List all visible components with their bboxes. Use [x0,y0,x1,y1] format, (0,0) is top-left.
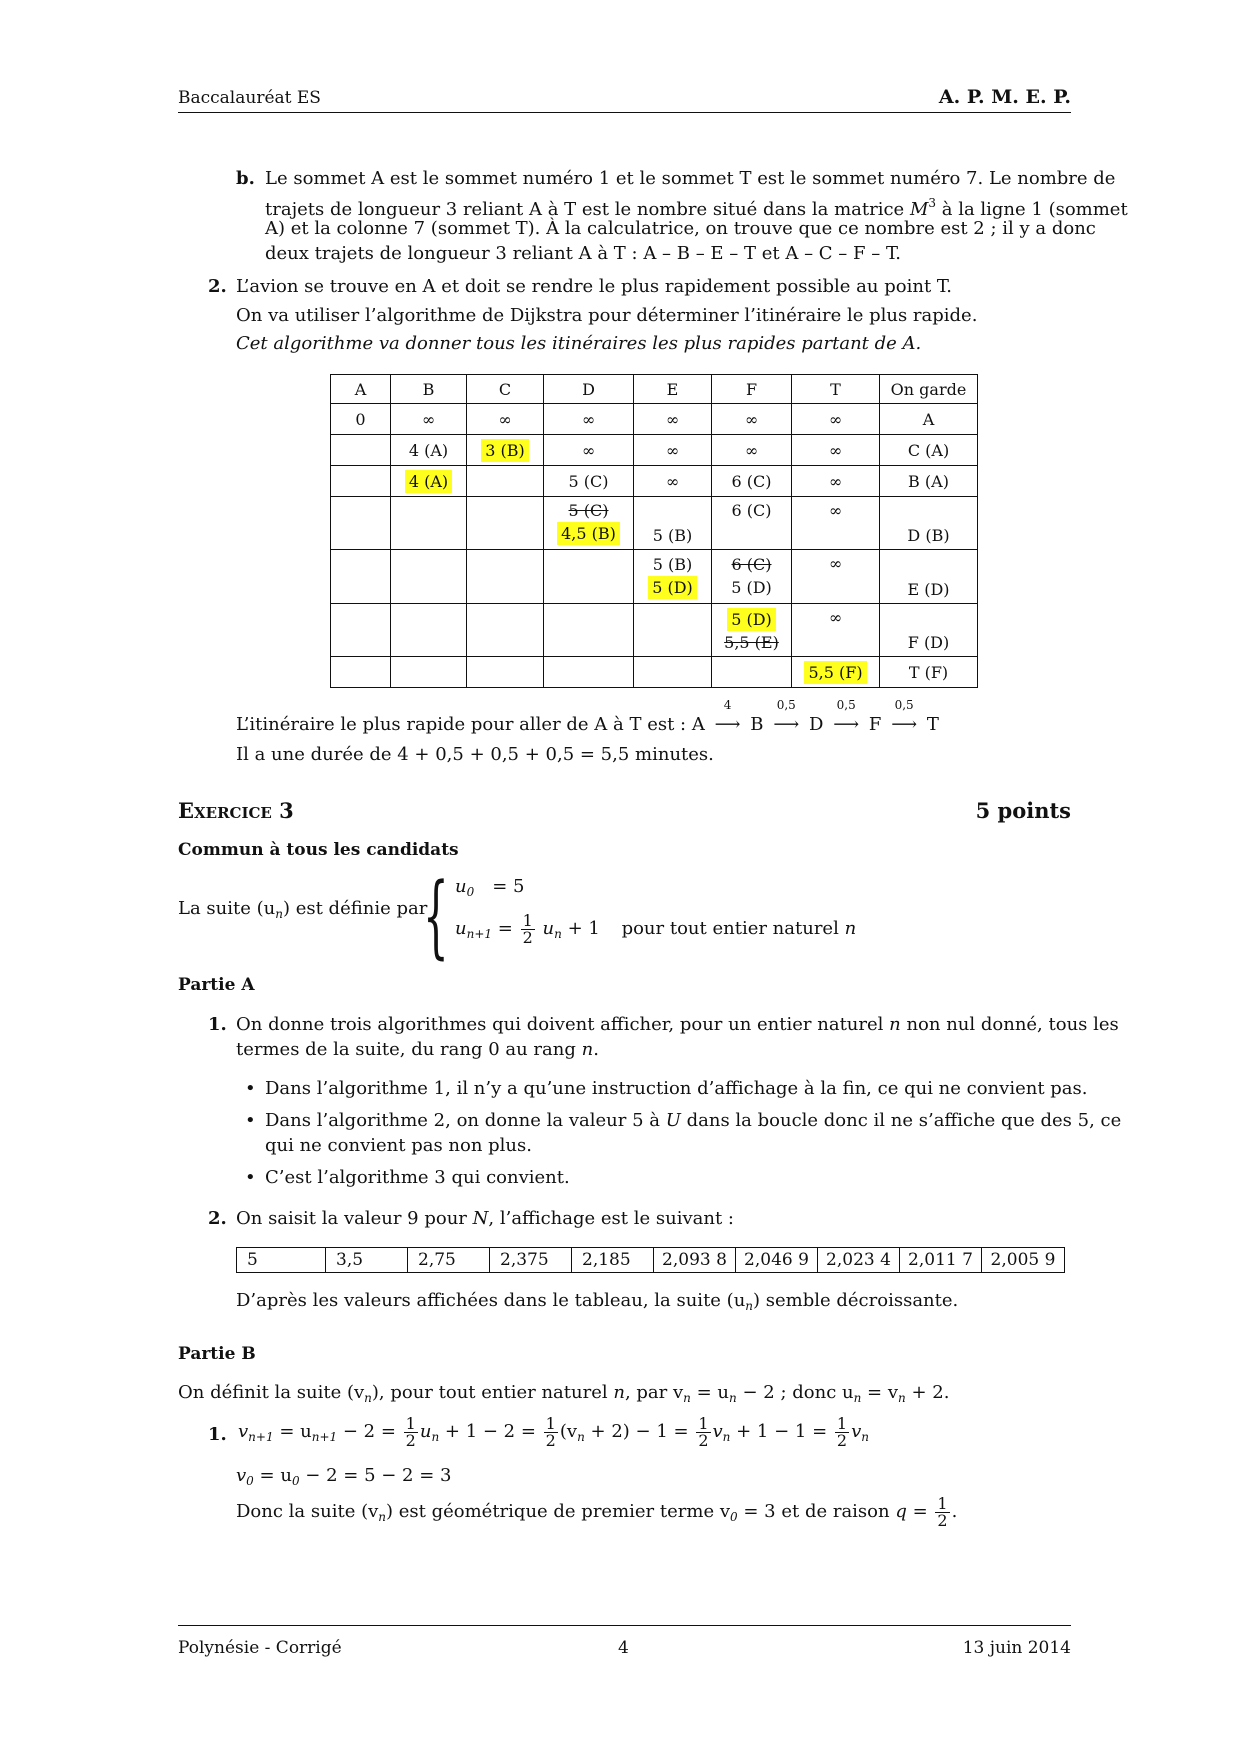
table-header: A [331,375,391,404]
partA-bullet-1: Dans l’algorithme 1, il n’y a qu’une instruction d’affichage à la fin, ce qui ne convient pas. [265,1078,1088,1099]
table-cell [467,657,544,688]
b-line-4: deux trajets de longueur 3 reliant A à T : A – B – E – T et A – C – F – T. [265,243,902,264]
table-row [331,435,978,466]
table-row [331,604,978,657]
partA-conclusion: D’après les valeurs affichées dans le tableau, la suite $(u_n)$ semble décroissante. [236,1290,959,1313]
cell-line: 5 (B) [652,554,693,574]
table-row [237,1248,1065,1273]
table-cell [331,435,391,466]
exercise-points: 5 points [975,798,1071,823]
table-cell: ∞ [634,466,712,497]
fraction: $\frac{1}{2}$ [545,1413,556,1450]
struck-value: 5 (C) [568,501,609,520]
arrow-icon: 0,5 ⟶ [773,698,800,735]
partA-bullet-3: C’est l’algorithme 3 qui convient. [265,1167,570,1188]
table-cell [331,497,391,550]
dijkstra-table [330,374,978,688]
value-cell: 2,093 8 [654,1248,736,1273]
highlighted-value: 3 (B) [481,439,529,462]
table-row [331,657,978,688]
value-cell: 2,005 9 [982,1248,1065,1273]
table-cell [467,435,544,466]
highlighted-value: 5,5 (F) [804,661,866,684]
table-cell [544,657,634,688]
table-row [331,497,978,550]
arrow-icon: 0,5 ⟶ [891,698,918,735]
highlighted-value: 4,5 (B) [557,522,620,545]
footer-right: 13 juin 2014 [962,1638,1071,1658]
table-header: F [712,375,792,404]
table-cell [391,604,467,657]
fraction: $\frac{1}{2}$ [937,1493,948,1530]
value-cell: 2,046 9 [736,1248,818,1273]
table-cell [467,604,544,657]
highlighted-value: 5 (D) [727,608,776,631]
table-cell: ∞ [792,604,880,657]
fraction: $\frac{1}{2}$ [698,1413,709,1450]
bullet-icon: • [245,1167,256,1188]
q2-line-3: Cet algorithme va donner tous les itinéraires les plus rapides partant de A. [236,333,922,354]
table-header: On garde [880,375,978,404]
itinerary-line: L’itinéraire le plus rapide pour aller de A à T est : A 4 ⟶ B 0,5 ⟶ D 0,5 ⟶ F 0,5 ⟶ T [236,698,939,735]
table-cell [331,604,391,657]
b-line-1: Le sommet A est le sommet numéro 1 et le sommet T est le sommet numéro 7. Le nombre de [265,168,1116,189]
partA-q1-line-1: On donne trois algorithmes qui doivent afficher, pour un entier naturel n non nul donné, tous les [236,1014,1119,1035]
partA-title: Partie A [178,975,255,995]
partB-equation: $v_{n+1} = u_{n+1} - 2$ = $\frac{1}{2}$ $u_n + 1 - 2$ = $\frac{1}{2}$ $(v_n + 2) - 1$ = $\frac{1}{2}$ $v_n + 1 - 1$ = $\frac{1}{2}$ $v_n$ [238,1413,869,1450]
table-cell: ∞ [792,466,880,497]
q2-line-1: L’avion se trouve en A et doit se rendre le plus rapidement possible au point T. [236,276,952,297]
struck-value: 5,5 (E) [724,633,779,652]
table-cell [467,550,544,604]
partA-bullet-2-line-2: qui ne convient pas non plus. [265,1135,532,1156]
partB-title: Partie B [178,1344,256,1364]
table-header-row [331,375,978,404]
table-cell: 5 (B) [634,497,712,550]
table-cell: ∞ [634,404,712,435]
footer-rule [178,1625,1071,1626]
table-cell: F (D) [880,604,978,657]
table-cell: ∞ [792,550,880,604]
table-header: B [391,375,467,404]
fraction: $\frac{1}{2}$ [405,1413,416,1450]
partB-intro: On définit la suite $(v_n)$, pour tout entier naturel n, par $v_n = u_n - 2$ ; donc $u_n = v_n + 2$. [178,1382,950,1405]
table-header: C [467,375,544,404]
table-cell [634,604,712,657]
table-cell: 5 (C) [544,466,634,497]
table-cell: ∞ [712,404,792,435]
table-cell: A [880,404,978,435]
bullet-icon: • [245,1110,256,1131]
table-cell: ∞ [712,435,792,466]
value-cell: 2,75 [408,1248,490,1273]
sequence-line-2: $u_{n+1}$ = $\frac{1}{2}$ $u_n + 1$ pour tout entier naturel n [455,910,857,947]
bullet-icon: • [245,1078,256,1099]
value-cell: 2,185 [572,1248,654,1273]
table-cell: ∞ [544,435,634,466]
table-cell: ∞ [792,435,880,466]
partA-bullet-2-line-1: Dans l’algorithme 2, on donne la valeur 5 à U dans la boucle donc il ne s’affiche que des 5, ce [265,1110,1122,1131]
footer-left: Polynésie - Corrigé [178,1638,342,1658]
value-cell: 2,011 7 [900,1248,982,1273]
table-row [331,466,978,497]
header-rule [178,112,1071,113]
table-row [331,404,978,435]
table-cell [712,550,792,604]
table-cell [331,657,391,688]
table-cell: ∞ [792,497,880,550]
exercise-subtitle: Commun à tous les candidats [178,840,459,860]
table-cell: D (B) [880,497,978,550]
table-header: T [792,375,880,404]
highlighted-value: 5 (D) [648,576,697,599]
table-cell [391,550,467,604]
highlighted-value: 4 (A) [405,470,452,493]
table-cell: ∞ [391,404,467,435]
partA-q2-line: On saisit la valeur 9 pour N, l’affichage est le suivant : [236,1208,734,1229]
table-cell [331,466,391,497]
partA-q1-line-2: termes de la suite, du rang 0 au rang n. [236,1039,599,1060]
arrow-icon: 4 ⟶ [714,698,741,735]
table-cell [544,497,634,550]
arrow-icon: 0,5 ⟶ [833,698,860,735]
table-cell [792,657,880,688]
table-cell: T (F) [880,657,978,688]
table-cell [391,497,467,550]
q2-label: 2. [208,276,227,297]
q2-line-2: On va utiliser l’algorithme de Dijkstra pour déterminer l’itinéraire le plus rapide. [236,305,978,326]
b-line-2: trajets de longueur 3 reliant A à T est le nombre situé dans la matrice $M^3$ à la ligne 1 (sommet [265,196,1128,220]
value-cell: 3,5 [326,1248,408,1273]
table-header: E [634,375,712,404]
item-label-b: b. [236,168,255,189]
partA-q1-label: 1. [208,1014,227,1035]
duration-line: Il a une durée de 4 + 0,5 + 0,5 + 0,5 = 5,5 minutes. [236,744,714,765]
table-cell [544,604,634,657]
table-cell: ∞ [467,404,544,435]
fraction: $\frac{1}{2}$ [522,910,533,947]
value-cell: 5 [237,1248,326,1273]
table-cell [712,604,792,657]
partB-q1-label: 1. [208,1424,227,1445]
table-header: D [544,375,634,404]
table-cell: ∞ [634,435,712,466]
header-right: A. P. M. E. P. [938,86,1071,108]
table-cell [712,657,792,688]
cell-line: 5 (D) [731,577,772,597]
table-cell: B (A) [880,466,978,497]
brace-icon: { [423,864,449,969]
sequence-line-1: $u_0 = 5$ [455,876,525,899]
fraction: $\frac{1}{2}$ [836,1413,848,1450]
table-cell: 4 (A) [391,435,467,466]
table-cell [467,497,544,550]
table-cell [391,657,467,688]
table-cell: 0 [331,404,391,435]
values-table [236,1247,1065,1273]
partA-q2-label: 2. [208,1208,227,1229]
table-cell: 6 (C) [712,497,792,550]
partB-v0-line: $v_0 = u_0 - 2 = 5 - 2 = 3$ [236,1465,452,1488]
table-cell: ∞ [792,404,880,435]
table-cell [331,550,391,604]
table-cell [544,550,634,604]
page-number: 4 [618,1638,629,1658]
partB-conclusion: Donc la suite $(v_n)$ est géométrique de premier terme $v_0 = 3$ et de raison q = $\frac{1}{2}$ . [236,1493,958,1530]
table-cell [634,550,712,604]
value-cell: 2,023 4 [818,1248,900,1273]
struck-value: 6 (C) [731,554,772,574]
table-row [331,550,978,604]
b-line-3: A) et la colonne 7 (sommet T). À la calculatrice, on trouve que ce nombre est 2 ; il y a donc [265,218,1096,239]
table-cell [391,466,467,497]
table-cell: E (D) [880,550,978,604]
header-left: Baccalauréat ES [178,88,321,108]
value-cell: 2,375 [490,1248,572,1273]
table-cell [634,657,712,688]
table-cell: ∞ [544,404,634,435]
exercise-title: Exercice 3 [178,798,294,823]
table-cell: 6 (C) [712,466,792,497]
sequence-intro: La suite $(u_n)$ est définie par : [178,898,440,921]
table-cell: C (A) [880,435,978,466]
table-cell [467,466,544,497]
